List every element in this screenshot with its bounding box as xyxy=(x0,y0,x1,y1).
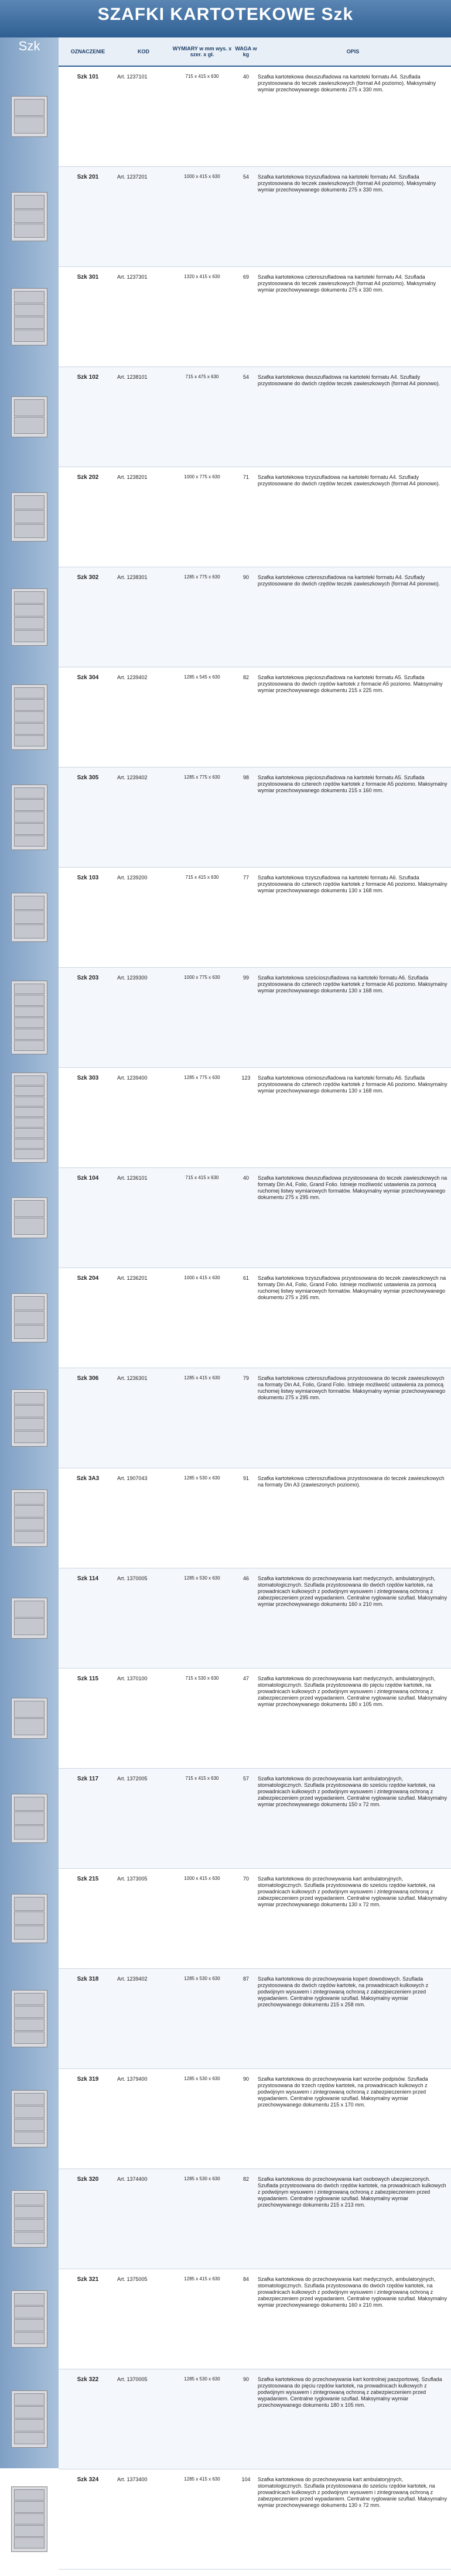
table-row xyxy=(59,1969,451,2069)
row-description: Szafka kartotekowa czteroszufladowa przystosowana do teczek zawieszkowych na formaty Din A3 (zawieszonych poziomo). xyxy=(258,1475,445,1488)
title-banner xyxy=(0,0,451,37)
row-symbol: Szk 201 xyxy=(77,174,99,180)
row-dimensions: 1285 x 775 x 630 xyxy=(184,574,220,580)
row-symbol: Szk 319 xyxy=(77,2076,99,2082)
row-symbol: Szk 115 xyxy=(77,1676,99,1682)
table-row xyxy=(59,2169,451,2269)
row-dimensions: 1000 x 415 x 630 xyxy=(184,1876,220,1881)
row-weight: 54 xyxy=(242,174,249,180)
row-description: Szafka kartotekowa do przechowywania kart osobowych ubezpieczonych. Szuflada przystosowana do dwóch rzędów kartotek, na prowadnicach kulkowych z podwójnym wysuwem i zintegrowaną ochroną z zabezpieczeniem przed wypadaniem. Centralne ryglowanie szuflad. Maksymalny wymiar przechowywanego dokumentu 215 x 213 mm. xyxy=(258,2176,446,2208)
cabinet-image xyxy=(0,1869,59,1968)
row-dimensions: 1000 x 415 x 630 xyxy=(184,174,220,179)
row-code: Art. 1238101 xyxy=(117,374,148,380)
row-dimensions: 1285 x 775 x 630 xyxy=(184,1075,220,1080)
cabinet-image xyxy=(0,467,59,567)
table-row xyxy=(59,2269,451,2369)
cabinet-image xyxy=(0,1669,59,1768)
row-symbol: Szk 320 xyxy=(77,2176,99,2183)
row-symbol: Szk 103 xyxy=(77,875,99,881)
row-code: Art. 1907043 xyxy=(117,1475,148,1481)
row-description: Szafka kartotekowa do przechowywania kart ambulatoryjnych, stomatologicznych. Szuflada przystosowana do sześciu rzędów kartotek, na prowadnicach kulkowych z podwójnym wysuwem i zintegrowaną ochroną z zabezpieczeniem przed wypadaniem. Centralne ryglowanie szuflad. Maksymalny wymiar przechowywanego dokumentu 130 x 72 mm. xyxy=(258,2476,447,2508)
table-row xyxy=(59,2369,451,2469)
row-description: Szafka kartotekowa dwuszufladowa przystosowana do teczek zawieszkowych na formaty Din A4, Folio, Grand Folio. Istnieje możliwość ustawienia za pomocą ruchomej listwy wymiarowych formatów. Maksymalny wymiar przechowywanego dokumentu 275 x 295 mm. xyxy=(258,1175,447,1200)
row-description: Szafka kartotekowa do przechowywania kart medycznych, ambulatoryjnych, stomatologicznych. Szuflada przystosowana do dwóch rzędów kartotek, na prowadnicach kulkowych z podwójnym wysuwem i zintegrowaną ochroną z zabezpieczeniem przed wypadaniem. Centralne ryglowanie szuflad. Maksymalny wymiar przechowywanego dokumentu 160 x 210 mm. xyxy=(258,2276,447,2308)
table-row xyxy=(59,367,451,467)
row-dimensions: 1285 x 545 x 630 xyxy=(184,674,220,680)
table-row xyxy=(59,1468,451,1568)
row-weight: 70 xyxy=(242,1876,249,1882)
row-weight: 90 xyxy=(242,2076,249,2082)
table-row xyxy=(59,1068,451,1168)
row-weight: 104 xyxy=(241,2476,251,2482)
row-description: Szafka kartotekowa do przechowywania kart medycznych, ambulatoryjnych, stomatologicznych. Szuflada przystosowana do pięciu rzędów kartotek, na prowadnicach kulkowych z podwójnym wysuwem i zintegrowaną ochroną z zabezpieczeniem przed wypadaniem. Centralne ryglowanie szuflad. Maksymalny wymiar przechowywanego dokumentu 180 x 105 mm. xyxy=(258,1676,447,1707)
row-dimensions: 1285 x 530 x 630 xyxy=(184,2176,220,2181)
row-description: Szafka kartotekowa czteroszufladowa przystosowana do teczek zawieszkowych na formaty Din A4, Folio, Grand Folio. Istnieje możliwość ustawienia za pomocą ruchomej listwy wymiarowych formatów. Maksymalny wymiar przechowywanego dokumentu 275 x 295 mm. xyxy=(258,1375,446,1400)
table-row xyxy=(59,1568,451,1669)
row-dimensions: 715 x 415 x 630 xyxy=(185,74,219,79)
row-symbol: Szk 204 xyxy=(77,1275,99,1282)
table-row xyxy=(59,1368,451,1468)
cabinet-image xyxy=(0,2369,59,2469)
cabinet-image xyxy=(0,267,59,366)
cabinet-image xyxy=(0,167,59,266)
row-symbol: Szk 318 xyxy=(77,1976,99,1982)
row-description: Szafka kartotekowa do przechowywania kopert dowodowych. Szuflada przystosowana do dwóch rzędów kartotek, na prowadnicach kulkowych z podwójnym wysuwem i zintegrowaną ochroną z zabezpieczeniem przed wypadaniem. Centralne ryglowanie szuflad. Maksymalny wymiar przechowywanego dokumentu 215 x 258 mm. xyxy=(258,1976,429,2008)
row-code: Art. 1238301 xyxy=(117,574,148,580)
row-weight: 47 xyxy=(242,1676,249,1681)
row-dimensions: 1000 x 775 x 630 xyxy=(184,474,220,479)
row-code: Art. 1370005 xyxy=(117,1575,148,1581)
cabinet-image xyxy=(0,2469,59,2569)
row-code: Art. 1370005 xyxy=(117,2376,148,2382)
row-weight: 90 xyxy=(242,2376,249,2382)
row-symbol: Szk 202 xyxy=(77,474,99,481)
table-row xyxy=(59,1669,451,1769)
row-weight: 82 xyxy=(242,674,249,680)
cabinet-image xyxy=(0,1368,59,1468)
row-description: Szafka kartotekowa do przechowywania kart medycznych, ambulatoryjnych, stomatologicznych. Szuflada przystosowana do dwóch rzędów kartotek, na prowadnicach kulkowych z podwójnym wysuwem i zintegrowaną ochroną z zabezpieczeniem przed wypadaniem. Centralne ryglowanie szuflad. Maksymalny wymiar przechowywanego dokumentu 160 x 210 mm. xyxy=(258,1575,447,1607)
row-code: Art. 1236301 xyxy=(117,1375,148,1381)
row-dimensions: 1000 x 775 x 630 xyxy=(184,975,220,980)
row-code: Art. 1370100 xyxy=(117,1676,148,1681)
table-header xyxy=(59,37,451,67)
table-row xyxy=(59,868,451,968)
row-code: Art. 1239402 xyxy=(117,1976,148,1982)
row-dimensions: 1285 x 775 x 630 xyxy=(184,775,220,780)
row-description: Szafka kartotekowa do przechowywania kart wzorów podpisów. Szuflada przystosowana do trzech rzędów kartotek, na prowadnicach kulkowych z podwójnym wysuwem i zintegrowaną ochroną z zabezpieczeniem przed wypadaniem. Centralne ryglowanie szuflad. Maksymalny wymiar przechowywanego dokumentu 215 x 170 mm. xyxy=(258,2076,428,2108)
row-description: Szafka kartotekowa dwuszufladowa na kartoteki formatu A4. Szuflada przystosowana do teczek zawieszkowych (format A4 poziomo). Maksymalny wymiar przechowywanego dokumentu 275 x 330 mm. xyxy=(258,74,436,93)
cabinet-image xyxy=(0,1969,59,2068)
table-row xyxy=(59,667,451,768)
row-dimensions: 1285 x 530 x 630 xyxy=(184,2376,220,2382)
row-symbol: Szk 321 xyxy=(77,2276,99,2283)
side-tab-label: Szk xyxy=(18,39,40,53)
cabinet-image xyxy=(0,1168,59,1268)
page-title: SZAFKI KARTOTEKOWE Szk xyxy=(97,5,354,24)
cabinet-image xyxy=(0,667,59,767)
header-opis: OPIS xyxy=(346,49,360,54)
row-symbol: Szk 114 xyxy=(77,1575,99,1582)
row-description: Szafka kartotekowa trzyszufladowa przystosowana do teczek zawieszkowych na formaty Din A4, Folio, Grand Folio. Istnieje możliwość ustawienia za pomocą ruchomej listwy wymiarowych formatów. Maksymalny wymiar przechowywanego dokumentu 275 x 295 mm. xyxy=(258,1275,446,1300)
row-dimensions: 1285 x 530 x 630 xyxy=(184,1976,220,1981)
row-symbol: Szk 322 xyxy=(77,2376,99,2383)
row-weight: 77 xyxy=(242,875,249,881)
table-row xyxy=(59,968,451,1068)
row-symbol: Szk 301 xyxy=(77,274,99,280)
row-description: Szafka kartotekowa do przechowywania kart ambulatoryjnych, stomatologicznych. Szuflada przystosowana do sześciu rzędów kartotek, na prowadnicach kulkowych z podwójnym wysuwem i zintegrowaną ochroną z zabezpieczeniem przed wypadaniem. Centralne ryglowanie szuflad. Maksymalny wymiar przechowywanego dokumentu 130 x 72 mm. xyxy=(258,1876,447,1907)
cabinet-image xyxy=(0,2269,59,2369)
row-code: Art. 1239400 xyxy=(117,1075,148,1081)
row-symbol: Szk 117 xyxy=(77,1776,99,1782)
row-symbol: Szk 306 xyxy=(77,1375,99,1382)
row-symbol: Szk 104 xyxy=(77,1175,99,1181)
row-description: Szafka kartotekowa do przechowywania kart ambulatoryjnych, stomatologicznych. Szuflada przystosowana do sześciu rzędów kartotek, na prowadnicach kulkowych z podwójnym wysuwem i zintegrowaną ochroną z zabezpieczeniem przed wypadaniem. Centralne ryglowanie szuflad. Maksymalny wymiar przechowywanego dokumentu 150 x 72 mm. xyxy=(258,1776,447,1807)
header-wymiary: WYMIARY w mm wys. x szer. x gł. xyxy=(172,46,232,57)
row-weight: 57 xyxy=(242,1776,249,1782)
row-weight: 87 xyxy=(242,1976,249,1982)
row-description: Szafka kartotekowa czteroszufladowa na kartoteki formatu A4. Szuflady przystosowane do dwóch rzędów teczek zawieszkowych (format A4 pionowo). xyxy=(258,574,440,587)
cabinet-image xyxy=(0,768,59,867)
row-dimensions: 715 x 530 x 630 xyxy=(185,1676,219,1681)
row-weight: 46 xyxy=(242,1575,249,1581)
row-description: Szafka kartotekowa do przechowywania kart kontrolnej paszportowej. Szuflada przystosowana do pięciu rzędów kartotek, na prowadnicach kulkowych z podwójnym wysuwem i zintegrowaną ochroną z zabezpieczeniem przed wypadaniem. Centralne ryglowanie szuflad. Maksymalny wymiar przechowywanego dokumentu 180 x 105 mm. xyxy=(258,2376,442,2408)
row-description: Szafka kartotekowa trzyszufladowa na kartoteki formatu A6. Szuflada przystosowana do czterech rzędów kartotek z formacie A6 poziomo. Maksymalny wymiar przechowywanego dokumentu 130 x 168 mm. xyxy=(258,875,447,893)
table-body xyxy=(59,67,451,2570)
row-description: Szafka kartotekowa trzyszufladowa na kartoteki formatu A4. Szuflada przystosowana do teczek zawieszkowych (format A4 poziomo). Maksymalny wymiar przechowywanego dokumentu 275 x 330 mm. xyxy=(258,174,436,193)
row-code: Art. 1237101 xyxy=(117,74,148,80)
row-symbol: Szk 305 xyxy=(77,775,99,781)
row-weight: 54 xyxy=(242,374,249,380)
row-description: Szafka kartotekowa dwuszufladowa na kartoteki formatu A4. Szuflady przystosowane do dwóch rzędów teczek zawieszkowych (format A4 pionowo). xyxy=(258,374,440,386)
header-kod: KOD xyxy=(138,49,149,54)
row-dimensions: 1285 x 415 x 630 xyxy=(184,2476,220,2482)
cabinet-image xyxy=(0,1769,59,1868)
cabinet-image xyxy=(0,1468,59,1568)
row-weight: 79 xyxy=(242,1375,249,1381)
table-row xyxy=(59,267,451,367)
row-description: Szafka kartotekowa trzyszufladowa na kartoteki formatu A4. Szuflady przystosowane do dwóch rzędów teczek zawieszkowych (format A4 pionowo). xyxy=(258,474,440,487)
row-code: Art. 1238201 xyxy=(117,474,148,480)
row-symbol: Szk 102 xyxy=(77,374,99,381)
row-code: Art. 1379400 xyxy=(117,2076,148,2082)
row-weight: 84 xyxy=(242,2276,249,2282)
row-weight: 99 xyxy=(242,975,249,981)
row-weight: 82 xyxy=(242,2176,249,2182)
row-code: Art. 1237201 xyxy=(117,174,148,180)
row-dimensions: 1285 x 530 x 630 xyxy=(184,2076,220,2081)
row-description: Szafka kartotekowa sześcioszufladowa na kartoteki formatu A6. Szuflada przystosowana do czterech rzędów kartotek z formacie A6 poziomo. Maksymalny wymiar przechowywanego dokumentu 130 x 168 mm. xyxy=(258,975,447,994)
table-row xyxy=(59,1268,451,1368)
row-symbol: Szk 304 xyxy=(77,674,99,681)
table-row xyxy=(59,467,451,567)
table-row xyxy=(59,1869,451,1969)
table-row xyxy=(59,567,451,667)
row-symbol: Szk 3A3 xyxy=(76,1475,100,1482)
row-symbol: Szk 203 xyxy=(77,975,99,981)
row-code: Art. 1375005 xyxy=(117,2276,148,2282)
row-weight: 69 xyxy=(242,274,249,280)
row-symbol: Szk 303 xyxy=(77,1075,99,1081)
row-code: Art. 1374400 xyxy=(117,2176,148,2182)
row-dimensions: 715 x 475 x 630 xyxy=(185,374,219,379)
table-row xyxy=(59,768,451,868)
cabinet-image xyxy=(0,2169,59,2269)
row-code: Art. 1239402 xyxy=(117,674,148,680)
row-dimensions: 715 x 415 x 630 xyxy=(185,1776,219,1781)
row-symbol: Szk 302 xyxy=(77,574,99,581)
row-symbol: Szk 101 xyxy=(77,74,99,80)
row-description: Szafka kartotekowa pięcioszufladowa na kartoteki formatu A5. Szuflada przystosowana do dwóch rzędów kartotek z formacie A5 poziomo. Maksymalny wymiar przechowywanego dokumentu 215 x 225 mm. xyxy=(258,674,443,693)
row-dimensions: 1285 x 415 x 630 xyxy=(184,2276,220,2282)
row-dimensions: 715 x 415 x 630 xyxy=(185,875,219,880)
row-weight: 40 xyxy=(242,74,249,80)
cabinet-image xyxy=(0,1268,59,1368)
cabinet-image xyxy=(0,2069,59,2169)
row-dimensions: 1000 x 415 x 630 xyxy=(184,1275,220,1280)
row-weight: 123 xyxy=(241,1075,251,1081)
row-symbol: Szk 324 xyxy=(77,2476,99,2483)
row-code: Art. 1239402 xyxy=(117,775,148,780)
row-weight: 40 xyxy=(242,1175,249,1181)
table-row xyxy=(59,1168,451,1268)
row-code: Art. 1373400 xyxy=(117,2476,148,2482)
row-symbol: Szk 215 xyxy=(77,1876,99,1882)
row-weight: 90 xyxy=(242,574,249,580)
cabinet-image xyxy=(0,968,59,1067)
table-row xyxy=(59,1769,451,1869)
product-table xyxy=(59,37,451,2570)
row-dimensions: 1285 x 530 x 630 xyxy=(184,1575,220,1581)
row-dimensions: 1285 x 415 x 630 xyxy=(184,1375,220,1381)
row-dimensions: 1320 x 415 x 630 xyxy=(184,274,220,279)
cabinet-image xyxy=(0,567,59,667)
row-code: Art. 1236101 xyxy=(117,1175,148,1181)
row-description: Szafka kartotekowa ośmioszufladowa na kartoteki formatu A6. Szuflada przystosowana do czterech rzędów kartotek z formacie A6 poziomo. Maksymalny wymiar przechowywanego dokumentu 130 x 168 mm. xyxy=(258,1075,447,1094)
table-row xyxy=(59,2069,451,2169)
table-row xyxy=(59,67,451,167)
row-code: Art. 1373005 xyxy=(117,1876,148,1882)
row-dimensions: 1285 x 530 x 630 xyxy=(184,1475,220,1481)
row-code: Art. 1236201 xyxy=(117,1275,148,1281)
row-code: Art. 1239200 xyxy=(117,875,148,881)
header-oznaczenie: OZNACZENIE xyxy=(70,49,105,54)
cabinet-image xyxy=(0,367,59,467)
table-row xyxy=(59,2469,451,2570)
row-weight: 61 xyxy=(242,1275,249,1281)
row-code: Art. 1372005 xyxy=(117,1776,148,1782)
row-weight: 91 xyxy=(242,1475,249,1481)
row-weight: 71 xyxy=(242,474,249,480)
header-waga: WAGA w kg xyxy=(235,46,257,57)
table-row xyxy=(59,167,451,267)
cabinet-image xyxy=(0,1068,59,1167)
row-weight: 98 xyxy=(242,775,249,780)
cabinet-image xyxy=(0,67,59,166)
row-description: Szafka kartotekowa pięcioszufladowa na kartoteki formatu A5. Szuflada przystosowana do czterech rzędów kartotek z formacie A5 poziomo. Maksymalny wymiar przechowywanego dokumentu 215 x 160 mm. xyxy=(258,775,447,793)
cabinet-image xyxy=(0,868,59,967)
row-description: Szafka kartotekowa czteroszufladowa na kartoteki formatu A4. Szuflada przystosowana do teczek zawieszkowych (format A4 poziomo). Maksymalny wymiar przechowywanego dokumentu 275 x 330 mm. xyxy=(258,274,436,293)
cabinet-image xyxy=(0,1568,59,1668)
row-dimensions: 715 x 415 x 630 xyxy=(185,1175,219,1180)
row-code: Art. 1237301 xyxy=(117,274,148,280)
row-code: Art. 1239300 xyxy=(117,975,148,981)
